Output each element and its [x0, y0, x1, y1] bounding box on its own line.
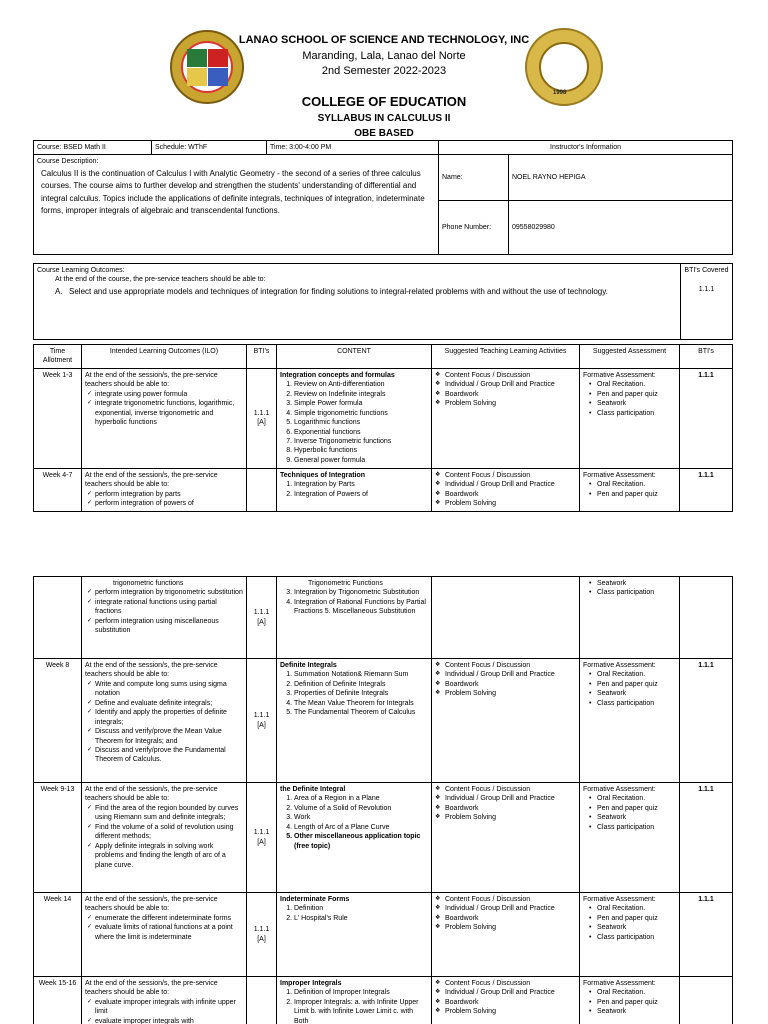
- school-address: Maranding, Lala, Lanao del Norte: [302, 50, 466, 62]
- semester: 2nd Semester 2022-2023: [321, 65, 447, 77]
- logo-year: 1998: [553, 90, 567, 96]
- col-content: CONTENT: [277, 345, 432, 369]
- course-info-section: [33, 140, 733, 340]
- course-cell: Course: BSED Math II: [34, 141, 152, 155]
- outcomes-table-1: [33, 344, 733, 512]
- outcomes-table-2: [33, 576, 733, 1024]
- phone-number: 09558029980: [509, 201, 733, 255]
- name-label: Name:: [439, 155, 509, 201]
- description-label: Course Description:: [37, 158, 99, 166]
- table-row: Week 14 At the end of the session/s, the pre-service teachers should be able to: ✓ enumerate the different indeterminate forms ✓ evaluate limits of rational functions at a point where the limit is indeterminate 1.1.1 [A] Indeterminate Forms 1. Definition 2. L' Hospital's Rule ❖ Content Focus / Discussion ❖ Individual / Group Drill and Practice ❖ Boardwork ❖ Problem Solving Formative Assessment: • Oral Recitation. • Pen and paper quiz • Seatwork • Class participation 1.1.1: [34, 893, 733, 977]
- instructor-header: Instructor's Information: [439, 141, 733, 155]
- college-title: COLLEGE OF EDUCATION: [301, 94, 467, 109]
- school-name: LANAO SCHOOL OF SCIENCE AND TECHNOLOGY, INC: [238, 34, 530, 46]
- col-bti-2: BTI's: [680, 345, 733, 369]
- obe-label: OBE BASED: [354, 128, 414, 139]
- time-cell: Time: 3:00-4:00 PM: [267, 141, 439, 155]
- col-time: Time Allotment: [34, 345, 82, 369]
- clo-table: [33, 263, 733, 340]
- clo-label: Course Learning Outcomes:: [37, 266, 125, 274]
- col-tla: Suggested Teaching Learning Activities: [432, 345, 580, 369]
- clo-item: Select and use appropriate models and techniques of integration for finding solutions to integral-related problems with and without the use of technology.: [69, 286, 608, 296]
- table-row: trigonometric functions ✓ perform integration by trigonometric substitution ✓ integrate rational functions using partial fractions ✓ perform integration using miscellaneous substitution 1.1.1 [A] Trigonometric Functions 3. Integration by Trigonometric Substitution 4. Integration of Rational Functions by Partial Fractions 5. Miscellaneous Substitution • Seatwork • Class participation: [34, 577, 733, 659]
- table-row: Week 4-7 At the end of the session/s, the pre-service teachers should be able to: ✓ perform integration by parts ✓ perform integration of powers of Techniques of Integration 1. Integration by Parts 2. Integration of Powers of ❖ Content Focus / Discussion ❖ Individual / Group Drill and Practice ❖ Boardwork ❖ Problem Solving Formative Assessment: • Oral Recitation. • Pen and paper quiz 1.1.1: [34, 468, 733, 511]
- description-text: Calculus II is the continuation of Calculus I with Analytic Geometry - the second of a series of three calculus courses. The course aims to further develop and strengthen the students' understanding of differential and integral calculus. Topics include the applications of definite integrals, techniques of integration, indeterminate forms, improper integrals of algebraic and transcendental functions.: [41, 168, 425, 216]
- clo-intro: At the end of the course, the pre-service teachers should be able to:: [55, 276, 266, 284]
- table-row: Week 8 At the end of the session/s, the pre-service teachers should be able to: ✓ Write and compute long sums using sigma notation ✓ Define and evaluate definite integrals; ✓ Identify and apply the properties of definite integrals; ✓ Discuss and verify/prove the Mean Value Theorem for Integrals; and ✓ Discuss and verify/prove the Fundamental Theorem of Calculus. 1.1.1 [A] Definite Integrals 1. Summation Notation& Riemann Sum 2. Definition of Definite Integrals 3. Properties of Definite Integrals 4. The Mean Value Theorem for Integrals 5. The Fundamental Theorem of Calculus ❖ Content Focus / Discussion ❖ Individual / Group Drill and Practice ❖ Boardwork ❖ Problem Solving Formative Assessment: • Oral Recitation. • Pen and paper quiz • Seatwork • Class participation 1.1.1: [34, 659, 733, 783]
- col-ilo: Intended Learning Outcomes (ILO): [82, 345, 247, 369]
- col-assessment: Suggested Assessment: [580, 345, 680, 369]
- syllabus-title: SYLLABUS IN CALCULUS II: [317, 113, 451, 124]
- col-bti: BTI's: [247, 345, 277, 369]
- instructor-name: NOEL RAYNO HEPIGA: [509, 155, 733, 201]
- clo-letter: A.: [55, 286, 63, 296]
- clo-bti-value: 1.1.1: [698, 286, 715, 294]
- phone-label: Phone Number:: [439, 201, 509, 255]
- table-row: Week 1-3 At the end of the session/s, the pre-service teachers should be able to: ✓ integrate using power formula ✓ integrate trigonometric functions, logarithmic, exponential, inverse trigonometric and hyperbolic functions 1.1.1 [A] Integration concepts and formulas 1. Review on Anti-differentiation 2. Review on Indefinite integrals 3. Simple Power formula 4. Simple trigonometric functions 5. Logarithmic functions 6. Exponential functions 7. Inverse Trigonometric functions 8. Hyperbolic functions 9. General power formula ❖ Content Focus / Discussion ❖ Individual / Group Drill and Practice ❖ Boardwork ❖ Problem Solving Formative Assessment: • Oral Recitation. • Pen and paper quiz • Seatwork • Class participation 1.1.1: [34, 368, 733, 468]
- table-row: Week 9-13 At the end of the session/s, the pre-service teachers should be able to: ✓ Find the area of the region bounded by curves using Riemann sum and definite integrals; ✓ Find the volume of a solid of revolution using different methods; ✓ Apply definite integrals in solving work problems and finding the length of arc of a plane curve. 1.1.1 [A] the Definite Integral 1. Area of a Region in a Plane 2. Volume of a Solid of Revolution 3. Work 4. Length of Arc of a Plane Curve 5. Other miscellaneous application topic (free topic) ❖ Content Focus / Discussion ❖ Individual / Group Drill and Practice ❖ Boardwork ❖ Problem Solving Formative Assessment: • Oral Recitation. • Pen and paper quiz • Seatwork • Class participation 1.1.1: [34, 783, 733, 893]
- document-header: [0, 0, 768, 140]
- schedule-cell: Schedule: WThF: [152, 141, 267, 155]
- table-row: Week 15-16 At the end of the session/s, the pre-service teachers should be able to: ✓ evaluate improper integrals with infinite upper limit ✓ evaluate improper integrals with Improper Integrals 1. Definition of Improper Integrals 2. Improper Integrals: a. with Infinite Upper Limit b. with Infinite Lower Limit c. with Both ❖ Content Focus / Discussion ❖ Individual / Group Drill and Practice ❖ Boardwork ❖ Problem Solving Formative Assessment: • Oral Recitation. • Pen and paper quiz • Seatwork: [34, 977, 733, 1024]
- clo-bti-header: BTI's Covered: [684, 266, 729, 274]
